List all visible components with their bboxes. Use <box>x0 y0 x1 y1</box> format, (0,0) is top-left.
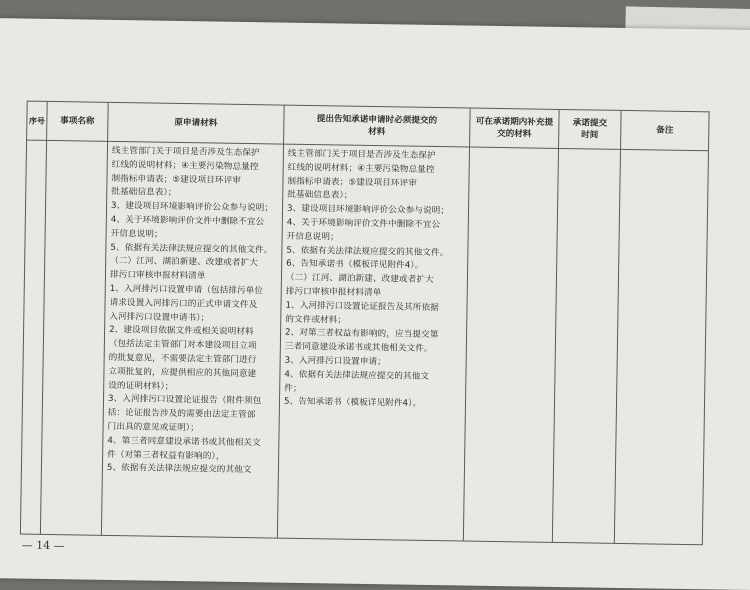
cell-item-name <box>40 140 107 535</box>
text-line: 5、依据有关法律法规应提交的其他文件。 <box>286 245 449 258</box>
header-item-name: 事项名称 <box>47 101 109 141</box>
text-line: 请求设置入河排污口的正式申请文件及 <box>109 297 258 310</box>
text-line: 件（对第三者权益有影响的）， <box>107 449 225 462</box>
text-line: 立项批复的，应提供相应的其他同意建 <box>108 366 257 379</box>
text-line: 排污口审核申报材料清单 <box>109 270 206 282</box>
notice-materials-text <box>284 148 466 413</box>
header-notice-materials: 提出告知承诺申请时必须提交的材料 <box>284 105 471 147</box>
cell-original-materials <box>101 141 283 538</box>
text-line: 批基础信息表）； <box>111 187 177 199</box>
text-line: 3、建设项目环境影响评价公众参与说明； <box>286 203 450 217</box>
text-line: 线主管部门关于项目是否涉及生态保护 <box>287 148 436 162</box>
header-remarks: 备注 <box>621 110 710 150</box>
text-line: 线主管部门关于项目是否涉及生态保护 <box>111 145 260 159</box>
text-line: 门出具的意见或证明）； <box>107 421 200 434</box>
text-line: 4、关于环境影响评价文件中删除不宜公 <box>286 217 441 231</box>
text-line: （包括法定主管部门对本建设项目立项 <box>108 339 257 352</box>
header-seq: 序号 <box>27 101 48 140</box>
text-line: 件； <box>284 383 302 394</box>
cell-remarks <box>614 149 708 544</box>
table-row <box>20 140 708 545</box>
text-line: 4、第三者同意建设承诺书或其他相关文 <box>107 435 261 449</box>
text-line: 2、对第三者权益有影响的，应当提交第 <box>285 328 439 341</box>
text-line: 批基础信息表）； <box>287 190 353 202</box>
text-line: 3、入河排污口设置申请； <box>284 355 386 368</box>
text-line: 开信息说明； <box>110 228 163 240</box>
cell-commit-time <box>552 148 620 543</box>
materials-table <box>20 101 710 546</box>
text-line: 5、依据有关法律法规应提交的其他文件。 <box>110 242 273 256</box>
text-line: 的批复意见，不需要法定主管部门进行 <box>108 352 257 366</box>
text-line: 入河排污口设置申请书）； <box>109 311 210 324</box>
text-line: 设的证明材料）； <box>108 380 174 392</box>
header-supplement-materials: 可在承诺期内补充提交的材料 <box>470 108 560 148</box>
text-line: 三者同意建设承诺书或其他相关文件。 <box>284 341 433 355</box>
document-page <box>0 18 750 590</box>
text-line: （二）江河、湖泊新建、改建或者扩大 <box>110 256 259 269</box>
text-line: 5、告知承诺书（模板详见附件4）。 <box>283 397 422 410</box>
original-materials-text <box>107 145 280 479</box>
cell-supplement-materials <box>463 147 558 542</box>
text-line: 3、入河排污口设置论证报告（附件须包 <box>107 394 262 407</box>
text-line: 的文件或材料； <box>285 314 347 326</box>
text-line: 排污口审核申报材料清单 <box>285 286 382 299</box>
page-number: — 14 — <box>21 538 65 553</box>
text-line: 1、入河排污口设置论证报告及其所依据 <box>285 300 439 313</box>
text-line: 4、依据有关法律法规应提交的其他文 <box>284 369 430 382</box>
text-line: 1、入河排污口设置申请（包括排污单位 <box>109 283 264 297</box>
header-original-materials: 原申请材料 <box>108 102 285 144</box>
text-line: 括：论证报告涉及的需要由法定主管部 <box>107 408 256 421</box>
text-line: （二）江河、湖泊新建、改建或者扩大 <box>285 272 434 286</box>
text-line: 6、告知承诺书（模板详见附件4）。 <box>286 259 424 272</box>
text-line: 制指标申请表；⑤建设项目环评审 <box>287 176 418 189</box>
cell-notice-materials <box>277 144 469 541</box>
text-line: 制指标申请表；⑤建设项目环评审 <box>111 173 242 186</box>
text-line: 开信息说明； <box>286 231 339 243</box>
text-line: 2、建设项目依据文件或相关说明材料 <box>109 325 254 338</box>
text-line: 4、关于环境影响评价文件中删除不宜公 <box>110 214 265 228</box>
text-line: 5、依据有关法律法规应提交的其他文 <box>106 463 252 476</box>
text-line: 红线的说明材料；④主要污染物总量控 <box>287 162 435 175</box>
text-line: 3、建设项目环境影响评价公众参与说明； <box>110 201 274 214</box>
text-line: 红线的说明材料；④主要污染物总量控 <box>111 159 259 173</box>
header-commit-time: 承诺提交时间 <box>559 109 622 149</box>
